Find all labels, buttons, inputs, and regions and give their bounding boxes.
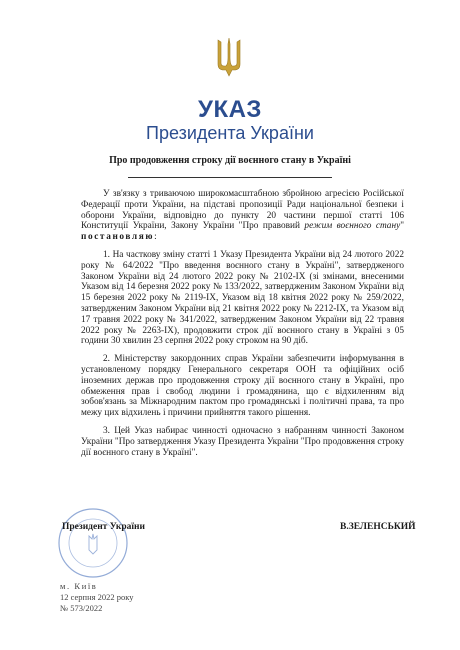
point-1: 1. На часткову зміну статті 1 Указу Президента України від 24 лютого 2022 року № 64/2022 "Про введення воєнного стану в Україні", затвердженого Законом України від 24 лютого 2022 року № 2102-IX (зі змінами, внесеними Указом від 14 березня 2022 року № 133/2022, затвердженим Законом України від 15 березня 2022 року № 2119-IX, Указом від 18 квітня 2022 року № 259/2022, затвердженим Законом України від 21 квітня 2022 року № 2212-IX, та Указом від 17 травня 2022 року № 341/2022, затвердженим Законом України від 22 травня 2022 року № 2263-IX), продовжити строк дії воєнного стану в Україні з 05 години 30 хвилин 23 серпня 2022 року строком на 90 діб. bbox=[81, 249, 404, 347]
decree-footer bbox=[60, 581, 134, 614]
footer-date: 12 серпня 2022 року bbox=[60, 592, 134, 602]
decree-word: постановляю bbox=[81, 232, 155, 243]
page-title: УКАЗ bbox=[198, 96, 262, 123]
preamble-suffix: " bbox=[400, 221, 404, 232]
page-subtitle: Президента України bbox=[146, 123, 314, 143]
signatory-name: В.ЗЕЛЕНСЬКИЙ bbox=[340, 522, 416, 532]
preamble-law-name: режим воєнного стану bbox=[304, 221, 401, 232]
decree-colon: : bbox=[154, 232, 157, 243]
trident-icon bbox=[216, 36, 242, 78]
point-2: 2. Міністерству закордонних справ України забезпечити інформування в установленому порядку Генерального секретаря ООН та офіційних осіб іноземних держав про продовження строку дії воєнного стану в Україні, про обмеження прав і свобод людини і громадянина, що є відхиленням від зобов'язань за Міжнародним пактом про громадянські і політичні права, та про межу цих відхилень і причини прийняття такого рішення. bbox=[81, 354, 404, 419]
footer-city: м. Київ bbox=[60, 581, 98, 591]
title-divider bbox=[128, 177, 332, 178]
point-3: 3. Цей Указ набирає чинності одночасно з набранням чинності Законом України "Про затвердження Указу Президента України "Про продовження строку дії воєнного стану в Україні". bbox=[81, 425, 404, 458]
decree-body bbox=[81, 189, 404, 458]
footer-number: № 573/2022 bbox=[60, 603, 103, 613]
signature-title: Президент України bbox=[62, 522, 146, 532]
document-title: Про продовження строку дії воєнного стану в Україні bbox=[109, 155, 351, 166]
preamble-text: У зв'язку з триваючою широкомасштабною збройною агресією Російської Федерації проти України, на підставі пропозиції Ради національної безпеки і оборони України, відповідно до пункту 20 частини першої статті 106 Конституції України, Закону України "Про правовий bbox=[81, 189, 404, 232]
preamble-paragraph bbox=[81, 189, 404, 243]
official-stamp bbox=[56, 506, 130, 580]
